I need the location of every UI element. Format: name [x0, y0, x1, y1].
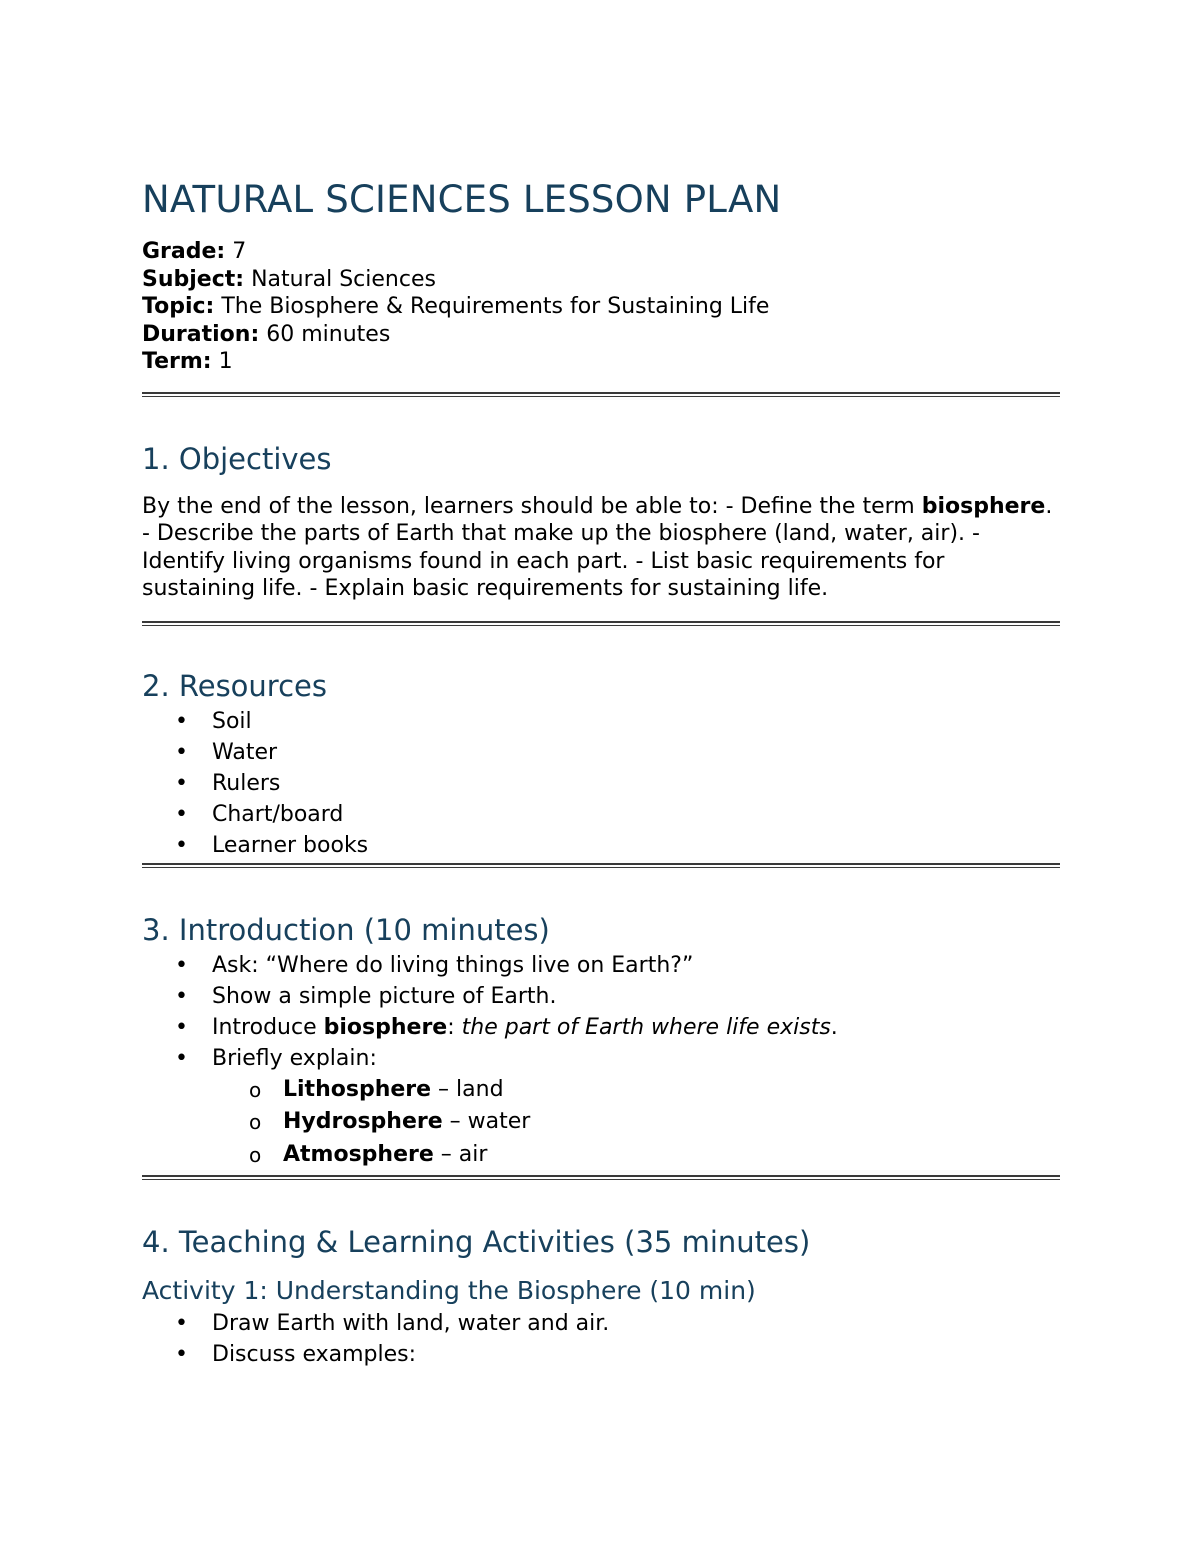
document-title: NATURAL SCIENCES LESSON PLAN	[142, 178, 782, 221]
list-item-text: Briefly explain:	[212, 1045, 377, 1071]
resources-heading: 2. Resources	[142, 668, 327, 703]
section-divider	[142, 863, 1060, 868]
lesson-meta	[142, 238, 1060, 376]
list-item: • Draw Earth with land, water and air.	[142, 1308, 1060, 1339]
meta-value: The Biosphere & Requirements for Sustaining Life	[214, 294, 770, 319]
list-item: • Ask: “Where do living things live on Earth?”	[142, 950, 1060, 981]
introduction-heading: 3. Introduction (10 minutes)	[142, 912, 550, 947]
meta-duration	[142, 321, 1060, 349]
list-item: • Water	[142, 737, 1060, 768]
list-item: • Chart/board	[142, 799, 1060, 830]
list-item	[142, 1012, 1060, 1043]
meta-value: 1	[211, 349, 233, 374]
list-item: • Show a simple picture of Earth.	[142, 981, 1060, 1012]
bold-term: biosphere	[323, 1014, 448, 1040]
meta-subject	[142, 266, 1060, 294]
list-item-text: Introduce	[212, 1014, 324, 1040]
meta-value: Natural Sciences	[244, 266, 436, 292]
bold-term: Atmosphere	[283, 1141, 434, 1167]
objectives-heading: 1. Objectives	[142, 441, 332, 476]
list-item: • Rulers	[142, 768, 1060, 799]
sphere-sublist	[212, 1074, 1060, 1172]
list-item: • Discuss examples:	[142, 1339, 1060, 1370]
list-item	[142, 1043, 1060, 1172]
objectives-paragraph	[142, 493, 1060, 603]
meta-grade	[142, 238, 1060, 266]
objectives-bold-term: biosphere	[921, 493, 1046, 519]
meta-topic	[142, 293, 1060, 321]
list-item: • Soil	[142, 706, 1060, 737]
section-divider	[142, 392, 1060, 397]
activity1-heading: Activity 1: Understanding the Biosphere (10 min)	[142, 1276, 756, 1305]
list-item-text: :	[447, 1014, 462, 1040]
meta-label: Duration:	[142, 321, 260, 347]
sublist-item	[212, 1074, 1060, 1107]
objectives-text: By the end of the lesson, learners should be able to: - Define the term	[142, 493, 922, 519]
definition-italic: the part of Earth where life exists	[461, 1014, 831, 1040]
sublist-item	[212, 1139, 1060, 1172]
objectives-text: . - Describe the parts of Earth that make up the biosphere (land, water, air). - Identify living organisms found in each part. - List basic requirements for sustaining life. - Explain basic requirements for sustaining life.	[142, 493, 1053, 601]
meta-term	[142, 348, 1060, 376]
meta-label: Grade:	[142, 239, 226, 264]
introduction-list	[142, 950, 1060, 1172]
resources-list	[142, 706, 1060, 861]
meta-value: 60 minutes	[259, 321, 391, 347]
sublist-item	[212, 1106, 1060, 1139]
meta-value: 7	[225, 239, 247, 264]
meta-label: Term:	[142, 349, 212, 374]
sublist-item-text: – air	[433, 1141, 488, 1167]
activities-heading: 4. Teaching & Learning Activities (35 minutes)	[142, 1225, 811, 1259]
bold-term: Hydrosphere	[283, 1109, 443, 1134]
sublist-item-text: – water	[442, 1109, 531, 1134]
meta-label: Subject:	[142, 266, 245, 292]
list-item-text: .	[830, 1014, 838, 1040]
sublist-item-text: – land	[431, 1076, 504, 1102]
activity1-list	[142, 1308, 1060, 1370]
section-divider	[142, 621, 1060, 626]
document-content	[142, 176, 1060, 1370]
bold-term: Lithosphere	[283, 1076, 432, 1102]
list-item: • Learner books	[142, 830, 1060, 861]
section-divider	[142, 1175, 1060, 1180]
meta-label: Topic:	[142, 294, 215, 319]
